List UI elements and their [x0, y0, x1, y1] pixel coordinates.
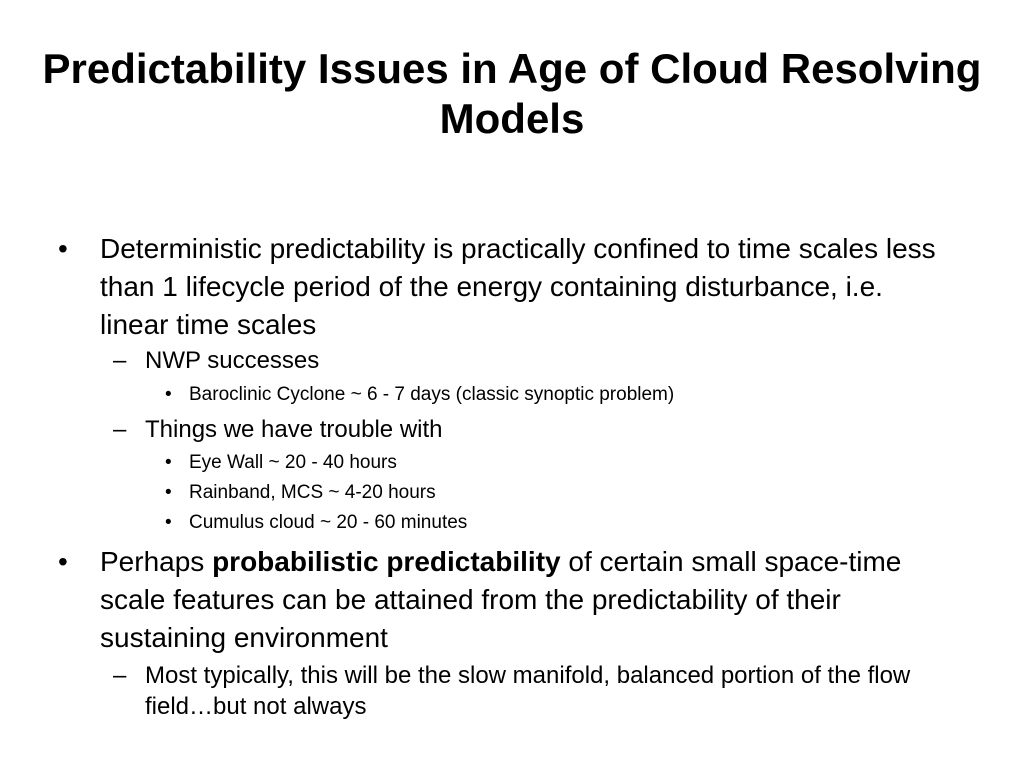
- bullet-dot-icon: •: [165, 512, 172, 533]
- bullet-dot-icon: •: [165, 384, 172, 405]
- bullet-dot-icon: •: [165, 452, 172, 473]
- bullet-text: [100, 543, 958, 657]
- bullet-item-level1: [58, 230, 958, 344]
- bullet-item-level3: [165, 508, 985, 538]
- bullet-text-before: Perhaps: [100, 546, 213, 577]
- bullet-text: Eye Wall ~ 20 - 40 hours: [189, 452, 397, 473]
- bullet-text: Most typically, this will be the slow manifold, balanced portion of the flow field…but not always: [145, 662, 911, 720]
- bullet-text-bold: probabilistic predictability: [212, 546, 561, 577]
- bullet-dot-icon: •: [58, 546, 68, 577]
- slide-title: Predictability Issues in Age of Cloud Resolving Models: [42, 45, 982, 142]
- bullet-item-level1: [58, 543, 958, 657]
- bullet-text: Rainband, MCS ~ 4-20 hours: [189, 482, 436, 503]
- bullet-dot-icon: •: [165, 482, 172, 503]
- bullet-text-after: of certain small space-time scale features can be attained from the predictability of their sustaining environment: [100, 546, 902, 653]
- dash-icon: –: [113, 416, 127, 443]
- bullet-item-level2: [113, 414, 973, 445]
- bullet-item-level3: [165, 478, 985, 508]
- dash-icon: –: [113, 347, 127, 374]
- bullet-dot-icon: •: [58, 233, 68, 264]
- bullet-item-level3: [165, 448, 985, 478]
- bullet-text: Cumulus cloud ~ 20 - 60 minutes: [189, 512, 468, 533]
- bullet-text: Baroclinic Cyclone ~ 6 - 7 days (classic synoptic problem): [189, 384, 675, 405]
- bullet-item-level2: [113, 345, 973, 376]
- bullet-item-level2: [113, 660, 973, 722]
- dash-icon: –: [113, 662, 127, 689]
- bullet-item-level3: [165, 380, 985, 410]
- bullet-text: NWP successes: [145, 347, 320, 374]
- bullet-text: Deterministic predictability is practically confined to time scales less than 1 lifecycle period of the energy containing disturbance, i.e. linear time scales: [100, 233, 936, 340]
- bullet-text: Things we have trouble with: [145, 416, 443, 443]
